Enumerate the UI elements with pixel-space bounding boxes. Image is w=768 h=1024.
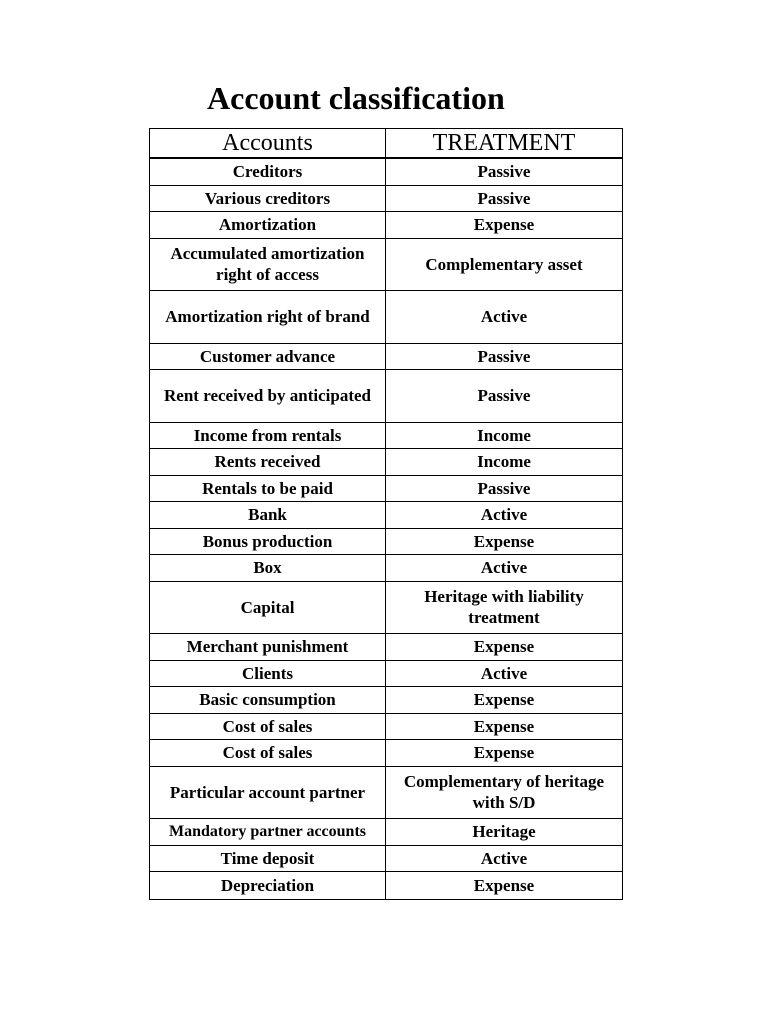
account-cell: Creditors [150,159,386,185]
account-cell: Merchant punishment [150,634,386,660]
treatment-cell: Expense [473,875,535,895]
account-cell: Amortization right of brand [150,291,386,343]
table-row [150,767,622,820]
account-cell: Time deposit [150,846,386,872]
treatment-cell: Passive [477,478,531,498]
table-row [150,529,622,556]
table-row [150,714,622,741]
table-row [150,370,622,423]
treatment-cell: Passive [477,386,531,406]
treatment-cell: Complementary asset [425,254,583,274]
account-cell: Box [150,555,386,581]
treatment-cell: Complementary of heritage with S/D [403,772,605,813]
account-cell: Cost of sales [150,740,386,766]
table-row [150,159,622,186]
treatment-cell: Income [477,425,531,445]
account-cell: Bonus production [150,529,386,555]
account-cell: Cost of sales [150,714,386,740]
account-cell: Depreciation [150,872,386,899]
treatment-cell: Expense [473,716,535,736]
treatment-cell: Active [480,663,528,683]
table-row [150,239,622,292]
table-row [150,872,622,899]
treatment-cell: Expense [473,743,535,763]
classification-table [149,128,623,900]
table-row [150,423,622,450]
account-cell: Customer advance [150,344,386,370]
account-cell: Mandatory partner accounts [150,819,386,845]
table-header-row [150,129,622,159]
table-row [150,212,622,239]
table-row [150,555,622,582]
treatment-cell: Expense [473,637,535,657]
account-cell: Rentals to be paid [150,476,386,502]
account-cell: Income from rentals [150,423,386,449]
treatment-cell: Active [480,307,528,327]
account-cell: Various creditors [150,186,386,212]
table-row [150,291,622,344]
account-cell: Capital [150,582,386,634]
treatment-cell: Expense [473,531,535,551]
treatment-cell: Heritage with liability treatment [424,587,584,628]
table-row [150,476,622,503]
treatment-cell: Active [480,848,528,868]
treatment-cell: Active [480,505,528,525]
treatment-cell: Passive [477,162,531,182]
table-row [150,819,622,846]
page-title: Account classification [207,80,505,116]
account-cell: Basic consumption [150,687,386,713]
treatment-cell: Expense [473,690,535,710]
account-cell: Particular account partner [150,767,386,819]
table-row [150,634,622,661]
table-row [150,186,622,213]
header-treatment: TREATMENT [432,129,576,156]
table-row [150,661,622,688]
account-cell: Rent received by anticipated [150,370,386,422]
table-row [150,502,622,529]
table-row [150,344,622,371]
table-row [150,740,622,767]
table-row [150,449,622,476]
treatment-cell: Passive [477,188,531,208]
treatment-cell: Active [480,558,528,578]
treatment-cell: Income [477,452,531,472]
account-cell: Rents received [150,449,386,475]
account-cell: Bank [150,502,386,528]
account-cell: Accumulated amortization right of access [150,239,386,291]
table-row [150,846,622,873]
header-accounts: Accounts [150,129,386,157]
table-row [150,582,622,635]
treatment-cell: Passive [477,346,531,366]
account-cell: Amortization [150,212,386,238]
account-cell: Clients [150,661,386,687]
table-row [150,687,622,714]
treatment-cell: Heritage [472,822,536,842]
treatment-cell: Expense [473,215,535,235]
